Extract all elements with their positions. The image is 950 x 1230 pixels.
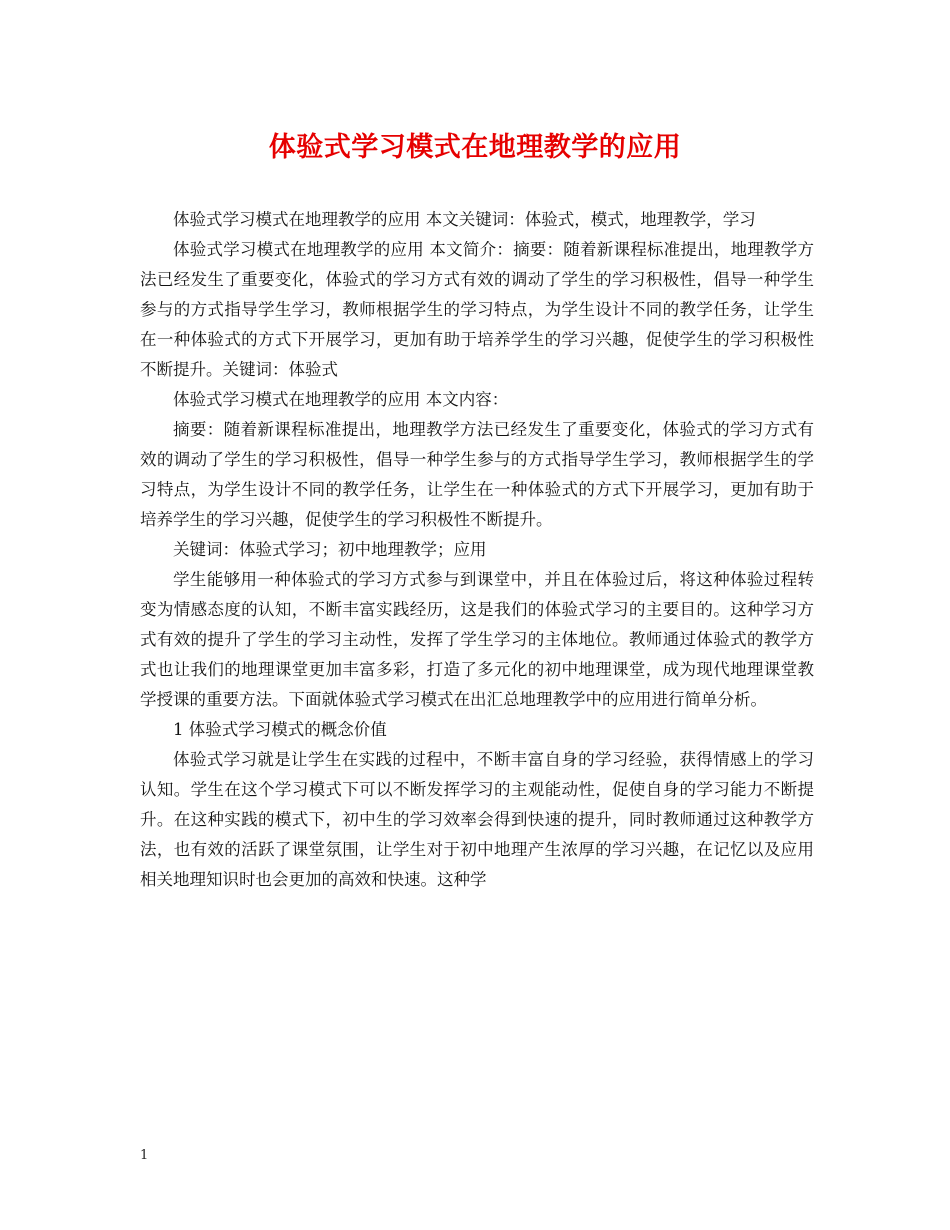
paragraph-summary: 体验式学习模式在地理教学的应用 本文简介：摘要：随着新课程标准提出，地理教学方法已经发生了重要变化，体验式的学习方式有效的调动了学生的学习积极性，倡导一种学生参与的方式指导学生学习，教师根据学生的学习特点，为学生设计不同的教学任务，让学生在一种体验式的方式下开展学习，更加有助于培养学生的学习兴趣，促使学生的学习积极性不断提升。关键词：体验式 [140,240,814,379]
paragraph-abstract: 摘要：随着新课程标准提出，地理教学方法已经发生了重要变化，体验式的学习方式有效的调动了学生的学习积极性，倡导一种学生参与的方式指导学生学习，教师根据学生的学习特点，为学生设计不同的教学任务，让学生在一种体验式的方式下开展学习，更加有助于培养学生的学习兴趣，促使学生的学习积极性不断提升。 [140,420,814,529]
document-title: 体验式学习模式在地理教学的应用 [268,132,682,163]
paragraph-section-body: 体验式学习就是让学生在实践的过程中，不断丰富自身的学习经验，获得情感上的学习认知。学生在这个学习模式下可以不断发挥学习的主观能动性，促使自身的学习能力不断提升。在这种实践的模式下，初中生的学习效率会得到快速的提升，同时教师通过这种教学方法，也有效的活跃了课堂氛围，让学生对于初中地理产生浓厚的学习兴趣，在记忆以及应用相关地理知识时也会更加的高效和快速。这种学 [140,750,814,889]
page-number: 1 [140,1148,149,1163]
paragraph-key-terms: 关键词：体验式学习；初中地理教学；应用 [173,540,487,559]
section-heading: 1 体验式学习模式的概念价值 [173,720,387,739]
document-body [140,205,814,895]
paragraph-keywords: 体验式学习模式在地理教学的应用 本文关键词：体验式，模式，地理教学，学习 [173,210,756,229]
paragraph-content-heading: 体验式学习模式在地理教学的应用 本文内容： [173,390,509,409]
paragraph-introduction: 学生能够用一种体验式的学习方式参与到课堂中，并且在体验过后，将这种体验过程转变为情感态度的认知，不断丰富实践经历，这是我们的体验式学习的主要目的。这种学习方式有效的提升了学生的学习主动性，发挥了学生学习的主体地位。教师通过体验式的教学方式也让我们的地理课堂更加丰富多彩，打造了多元化的初中地理课堂，成为现代地理课堂教学授课的重要方法。下面就体验式学习模式在出汇总地理教学中的应用进行简单分析。 [140,570,814,709]
